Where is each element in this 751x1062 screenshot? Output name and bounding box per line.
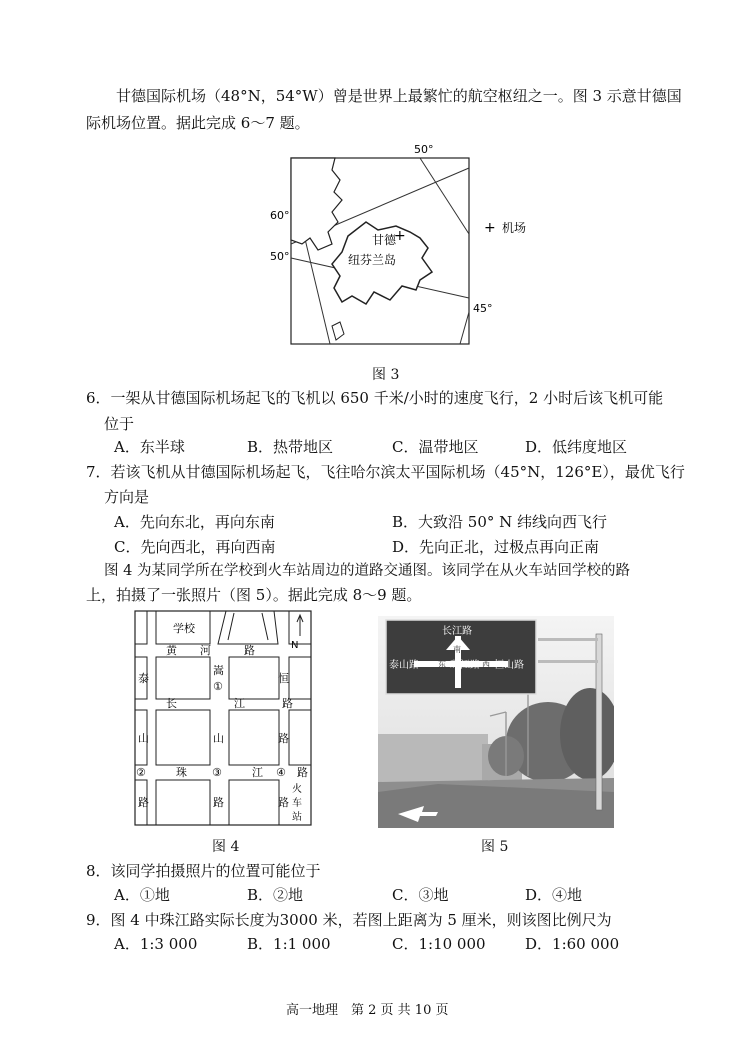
q7-stem-2: 方向是 bbox=[104, 488, 150, 506]
figure-4-caption: 图 4 bbox=[212, 839, 240, 855]
road-taishan-2: 山 bbox=[138, 732, 149, 745]
q8-stem: 8．该同学拍摄照片的位置可能位于 bbox=[86, 862, 321, 880]
intro-line-1: 甘德国际机场（48°N，54°W）曾是世界上最繁忙的航空枢纽之一。图 3 示意甘德国 bbox=[116, 87, 682, 105]
q6-option-b: B．热带地区 bbox=[247, 438, 334, 456]
figure-3-map bbox=[270, 140, 560, 365]
lat-50-label: 50° bbox=[270, 250, 290, 263]
q6-option-c: C．温带地区 bbox=[392, 438, 479, 456]
island-label: 纽芬兰岛 bbox=[348, 253, 397, 267]
intro-line-2: 际机场位置。据此完成 6～7 题。 bbox=[86, 114, 310, 132]
location-2-label: ② bbox=[136, 766, 146, 779]
lon-50-label: 50° bbox=[414, 143, 434, 156]
q9-option-b: B．1:1 000 bbox=[247, 935, 331, 953]
figure-5-caption: 图 5 bbox=[481, 839, 509, 855]
q7-option-d: D．先向正北，过极点再向正南 bbox=[392, 538, 600, 556]
road-huanghe-3: 路 bbox=[244, 644, 255, 657]
road-songshan-1: 嵩 bbox=[213, 664, 224, 677]
sign-middle-label: 珠江路 bbox=[450, 660, 480, 671]
page-footer: 高一地理 第 2 页 共 10 页 bbox=[286, 1003, 449, 1018]
sign-west-label: 西 bbox=[482, 660, 490, 669]
intro2-line-2: 上，拍摄了一张照片（图 5）。据此完成 8～9 题。 bbox=[86, 586, 422, 604]
road-changjiang-2: 江 bbox=[234, 697, 245, 710]
q8-option-a: A．①地 bbox=[114, 886, 170, 904]
q8-option-d: D．④地 bbox=[525, 886, 583, 904]
road-huanghe-1: 黄 bbox=[166, 644, 177, 657]
road-hengshan-2: 路 bbox=[278, 732, 289, 745]
airport-marker-icon: + bbox=[394, 228, 406, 244]
sign-top-label: 长江路 bbox=[442, 626, 472, 637]
figure-4-road-map bbox=[134, 610, 314, 828]
road-songshan-2: 山 bbox=[213, 732, 224, 745]
sign-north-label: 南 bbox=[453, 645, 461, 654]
road-taishan-1: 泰 bbox=[138, 672, 149, 685]
road-zhujiang-3: 路 bbox=[297, 766, 308, 779]
sign-left-label: 泰山路 bbox=[389, 660, 419, 671]
gander-label: 甘德 bbox=[372, 233, 397, 247]
q6-stem-1: 6．一架从甘德国际机场起飞的飞机以 650 千米/小时的速度飞行，2 小时后该飞机可能 bbox=[86, 389, 664, 407]
station-label-1: 火 bbox=[292, 784, 302, 795]
q9-option-d: D．1:60 000 bbox=[525, 935, 620, 953]
q6-option-a: A．东半球 bbox=[114, 438, 185, 456]
lon-45-label: 45° bbox=[473, 302, 493, 315]
sign-right-label: 恒山路 bbox=[494, 660, 524, 671]
q6-option-d: D．低纬度地区 bbox=[525, 438, 628, 456]
road-changjiang-1: 长 bbox=[166, 697, 177, 710]
road-taishan-3: 路 bbox=[138, 796, 149, 809]
road-hengshan-1: 恒 bbox=[278, 672, 289, 685]
q7-option-a: A．先向东北，再向东南 bbox=[114, 513, 275, 531]
lat-60-label: 60° bbox=[270, 209, 290, 222]
q9-option-a: A．1:3 000 bbox=[114, 935, 198, 953]
legend-airport-label: 机场 bbox=[502, 221, 527, 235]
q7-option-c: C．先向西北，再向西南 bbox=[114, 538, 276, 556]
sign-east-label: 东 bbox=[438, 660, 446, 669]
figure-3-caption: 图 3 bbox=[372, 367, 400, 383]
intro2-line-1: 图 4 为某同学所在学校到火车站周边的道路交通图。该同学在从火车站回学校的路 bbox=[104, 563, 630, 579]
q8-option-b: B．②地 bbox=[247, 886, 304, 904]
station-label-3: 站 bbox=[292, 812, 302, 823]
q7-option-b: B．大致沿 50° N 纬线向西飞行 bbox=[392, 513, 608, 531]
road-zhujiang-2: 江 bbox=[252, 766, 263, 779]
q9-option-c: C．1:10 000 bbox=[392, 935, 486, 953]
road-huanghe-2: 河 bbox=[200, 644, 211, 657]
road-changjiang-3: 路 bbox=[282, 697, 293, 710]
q9-stem: 9．图 4 中珠江路实际长度为3000 米，若图上距离为 5 厘米，则该图比例尺为 bbox=[86, 911, 612, 929]
figure-5-photo bbox=[378, 616, 614, 828]
road-songshan-3: 路 bbox=[213, 796, 224, 809]
road-hengshan-3: 路 bbox=[278, 796, 289, 809]
q8-option-c: C．③地 bbox=[392, 886, 449, 904]
q6-stem-2: 位于 bbox=[104, 415, 135, 433]
location-1-label: ① bbox=[213, 680, 223, 693]
q7-stem-1: 7．若该飞机从甘德国际机场起飞，飞往哈尔滨太平国际机场（45°N，126°E），最优飞行 bbox=[86, 463, 685, 481]
legend-airport-icon: + bbox=[484, 220, 496, 236]
station-label-2: 车 bbox=[292, 798, 302, 809]
location-3-label: ③ bbox=[212, 766, 222, 779]
location-4-label: ④ bbox=[276, 766, 286, 779]
school-label: 学校 bbox=[173, 622, 195, 635]
north-arrow-label: N bbox=[291, 640, 299, 651]
road-zhujiang-1: 珠 bbox=[176, 766, 187, 779]
